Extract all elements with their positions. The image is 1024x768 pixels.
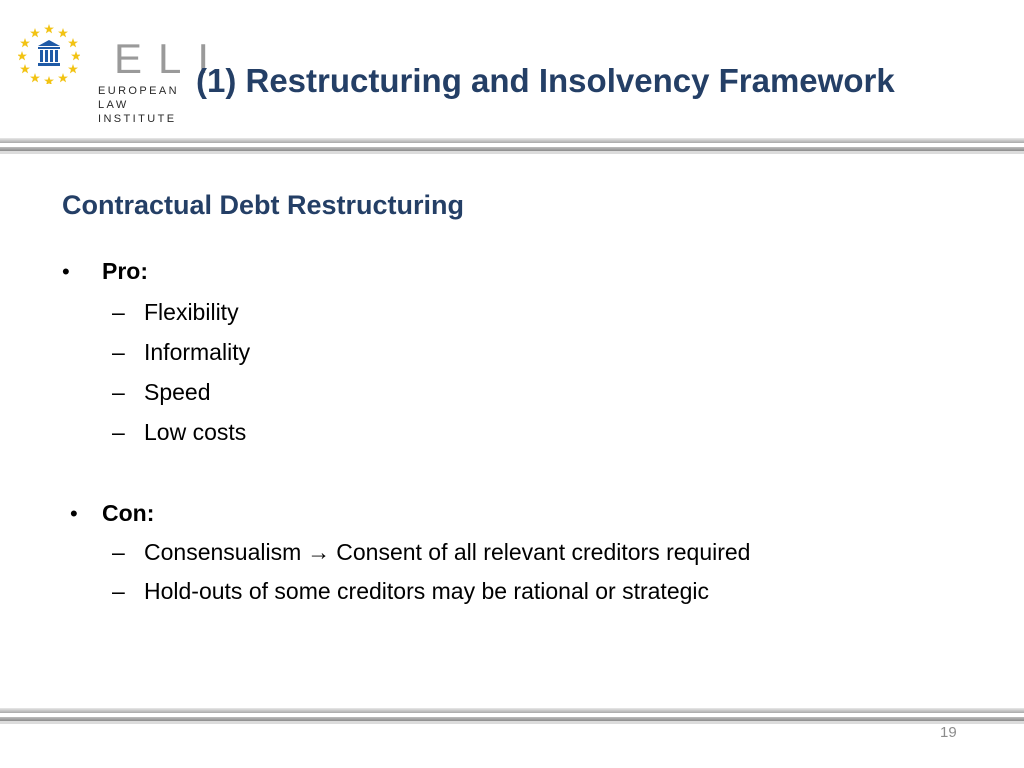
logo-subtitle-line: INSTITUTE [98, 113, 177, 125]
con-label: Con: [102, 500, 155, 526]
slide-title: (1) Restructuring and Insolvency Framework [196, 62, 895, 99]
arrow-right-icon: → [307, 539, 331, 565]
header-divider [0, 138, 1024, 154]
dash-icon: – [112, 339, 125, 365]
list-item [112, 539, 750, 566]
list-item [112, 379, 211, 406]
bullet-icon: • [70, 500, 78, 526]
dash-icon: – [112, 539, 125, 565]
eu-stars-pillar-icon [18, 22, 80, 84]
dash-icon: – [112, 578, 125, 604]
dash-icon: – [112, 299, 125, 325]
con-item-text: Consensualism [144, 539, 302, 565]
logo-subtitle [98, 84, 179, 126]
page-number: 19 [940, 724, 957, 741]
pro-bullet [62, 258, 148, 285]
con-item-text: Hold-outs of some creditors may be rational or strategic [144, 578, 710, 604]
pro-item-text: Informality [144, 339, 251, 365]
bullet-icon: • [62, 258, 70, 284]
list-item [112, 578, 709, 605]
con-bullet [70, 500, 154, 527]
pro-item-text: Speed [144, 379, 211, 405]
dash-icon: – [112, 379, 125, 405]
list-item [112, 299, 239, 326]
pro-label: Pro: [102, 258, 148, 284]
pro-item-text: Low costs [144, 419, 247, 445]
logo-wordmark: ELI [114, 35, 226, 82]
logo-subtitle-line: EUROPEAN [98, 85, 179, 97]
list-item [112, 339, 250, 366]
eli-logo [18, 22, 226, 132]
logo-subtitle-line: LAW [98, 99, 129, 111]
dash-icon: – [112, 419, 125, 445]
pro-item-text: Flexibility [144, 299, 239, 325]
list-item [112, 419, 246, 446]
slide-subtitle: Contractual Debt Restructuring [62, 190, 465, 220]
con-item-text: Consent of all relevant creditors required [336, 539, 751, 565]
footer-divider [0, 708, 1024, 724]
